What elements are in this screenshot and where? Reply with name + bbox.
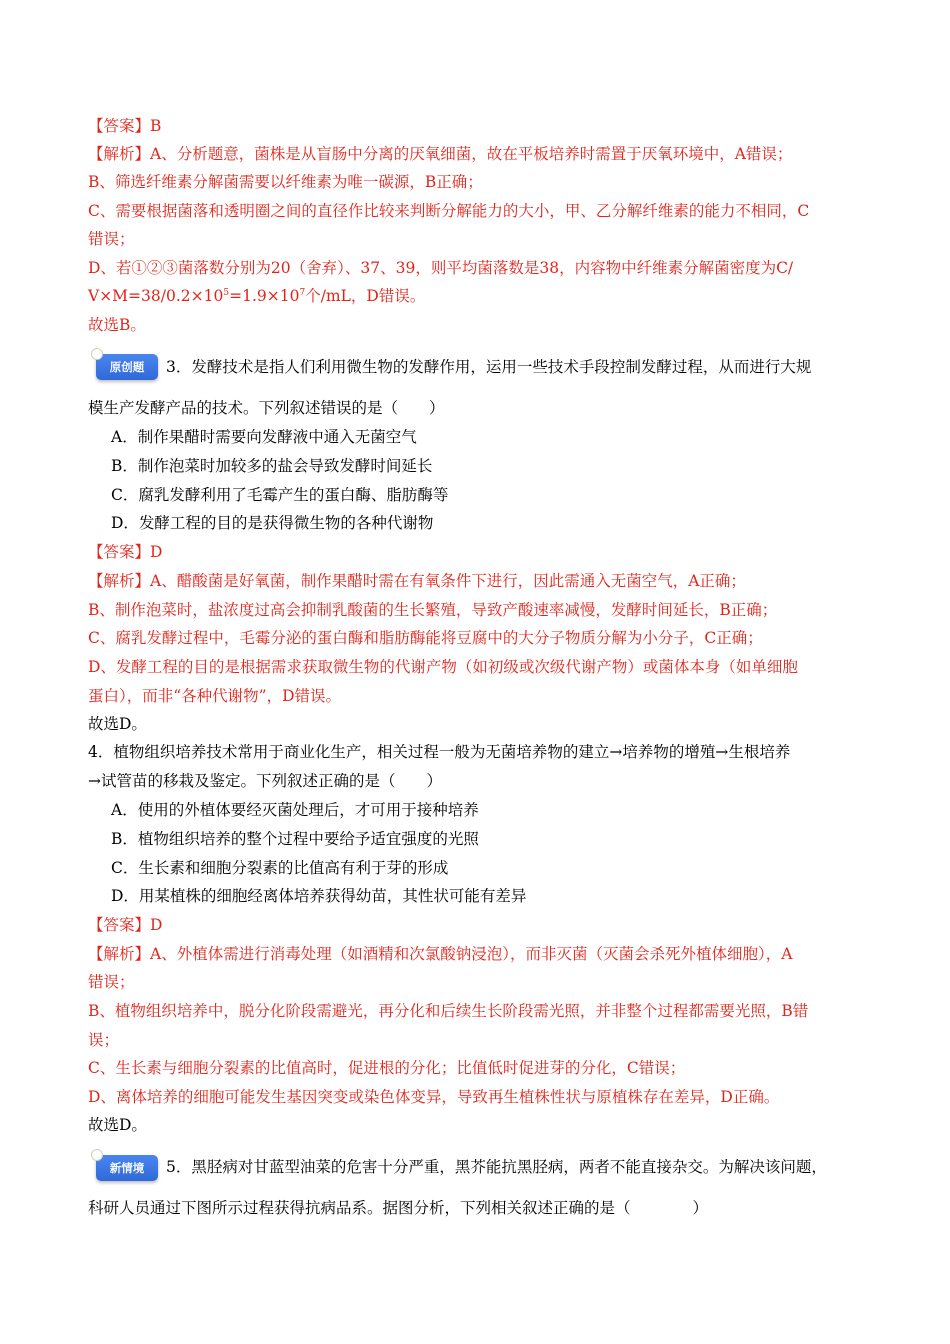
q4-analysis-b-cont: 误；	[88, 1031, 120, 1049]
q4-stem-cont: →试管苗的移栽及鉴定。下列叙述正确的是（ ）	[88, 772, 442, 790]
original-question-badge	[96, 354, 158, 380]
q3-analysis-d-cont: 蛋白），而非“各种代谢物”，D错误。	[88, 687, 342, 705]
q3-stem: 3．发酵技术是指人们利用微生物的发酵作用，运用一些技术手段控制发酵过程，从而进行大规	[166, 358, 812, 376]
q2-conclusion: 故选B。	[88, 316, 146, 334]
new-context-badge	[96, 1155, 158, 1181]
q2-analysis-d: D、若①②③菌落数分别为20（舍弃）、37、39，则平均菌落数是38，内容物中纤维素分解菌密度为C/	[88, 259, 794, 277]
q4-option-c: C．生长素和细胞分裂素的比值高有利于芽的形成	[111, 859, 449, 877]
q4-stem: 4．植物组织培养技术常用于商业化生产，相关过程一般为无菌培养物的建立→培养物的增殖→生根培养	[88, 743, 791, 761]
q3-conclusion: 故选D。	[88, 715, 147, 733]
q3-option-a: A．制作果醋时需要向发酵液中通入无菌空气	[111, 428, 417, 446]
q3-answer: 【答案】D	[88, 543, 163, 561]
badge-label: 新情境	[109, 1161, 145, 1175]
q2-formula-part1: V×M=38/0.2×10	[88, 287, 224, 305]
q2-analysis-a: 【解析】A、分析题意，菌株是从盲肠中分离的厌氧细菌，故在平板培养时需置于厌氧环境中，A错误；	[88, 145, 793, 163]
q2-analysis-b: B、筛选纤维素分解菌需要以纤维素为唯一碳源，B正确；	[88, 173, 483, 191]
q2-answer: 【答案】B	[88, 117, 162, 135]
q4-option-b: B．植物组织培养的整个过程中要给予适宜强度的光照	[111, 830, 479, 848]
q3-analysis-b: B、制作泡菜时，盐浓度过高会抑制乳酸菌的生长繁殖，导致产酸速率减慢，发酵时间延长，B正确；	[88, 601, 778, 619]
q3-analysis-c: C、腐乳发酵过程中，毛霉分泌的蛋白酶和脂肪酶能将豆腐中的大分子物质分解为小分子，C正确；	[88, 629, 763, 647]
q4-analysis-b: B、植物组织培养中，脱分化阶段需避光，再分化和后续生长阶段需光照，并非整个过程都需要光照，B错	[88, 1002, 809, 1020]
q3-analysis-d: D、发酵工程的目的是根据需求获取微生物的代谢产物（如初级或次级代谢产物）或菌体本身（如单细胞	[88, 658, 798, 676]
q3-option-c: C．腐乳发酵利用了毛霉产生的蛋白酶、脂肪酶等	[111, 486, 449, 504]
badge-label: 原创题	[109, 360, 145, 374]
q4-analysis-a-cont: 错误；	[88, 973, 135, 991]
q3-option-d: D．发酵工程的目的是获得微生物的各种代谢物	[111, 514, 434, 532]
q5-stem: 5．黑胫病对甘蓝型油菜的危害十分严重，黑芥能抗黑胫病，两者不能直接杂交。为解决该问题，	[166, 1158, 827, 1176]
q4-analysis-c: C、生长素与细胞分裂素的比值高时，促进根的分化；比值低时促进芽的分化，C错误；	[88, 1059, 686, 1077]
q3-option-b: B．制作泡菜时加较多的盐会导致发酵时间延长	[111, 457, 433, 475]
q2-exponent-1: 5	[223, 287, 230, 298]
q4-analysis-a: 【解析】A、外植体需进行消毒处理（如酒精和次氯酸钠浸泡），而非灭菌（灭菌会杀死外植体细胞），A	[88, 945, 793, 963]
q2-analysis-c-cont: 错误；	[88, 230, 135, 248]
q4-analysis-d: D、离体培养的细胞可能发生基因突变或染色体变异，导致再生植株性状与原植株存在差异，D正确。	[88, 1088, 780, 1106]
q2-formula-part3: 个/mL，D错误。	[305, 287, 426, 305]
q2-formula-part2: =1.9×10	[229, 287, 300, 305]
q4-answer: 【答案】D	[88, 916, 163, 934]
q3-analysis-a: 【解析】A、醋酸菌是好氧菌，制作果醋时需在有氧条件下进行，因此需通入无菌空气，A正确；	[88, 572, 746, 590]
q2-analysis-d-cont	[88, 286, 425, 306]
q4-option-a: A．使用的外植体要经灭菌处理后，才可用于接种培养	[111, 801, 479, 819]
q2-analysis-c: C、需要根据菌落和透明圈之间的直径作比较来判断分解能力的大小，甲、乙分解纤维素的能力不相同，C	[88, 202, 810, 220]
q5-stem-cont: 科研人员通过下图所示过程获得抗病品系。据图分析，下列相关叙述正确的是（ ）	[88, 1199, 709, 1217]
q4-conclusion: 故选D。	[88, 1116, 147, 1134]
q2-exponent-2: 7	[299, 287, 306, 298]
q3-stem-cont: 模生产发酵产品的技术。下列叙述错误的是（ ）	[88, 399, 445, 417]
q4-option-d: D．用某植株的细胞经离体培养获得幼苗，其性状可能有差异	[111, 887, 527, 905]
